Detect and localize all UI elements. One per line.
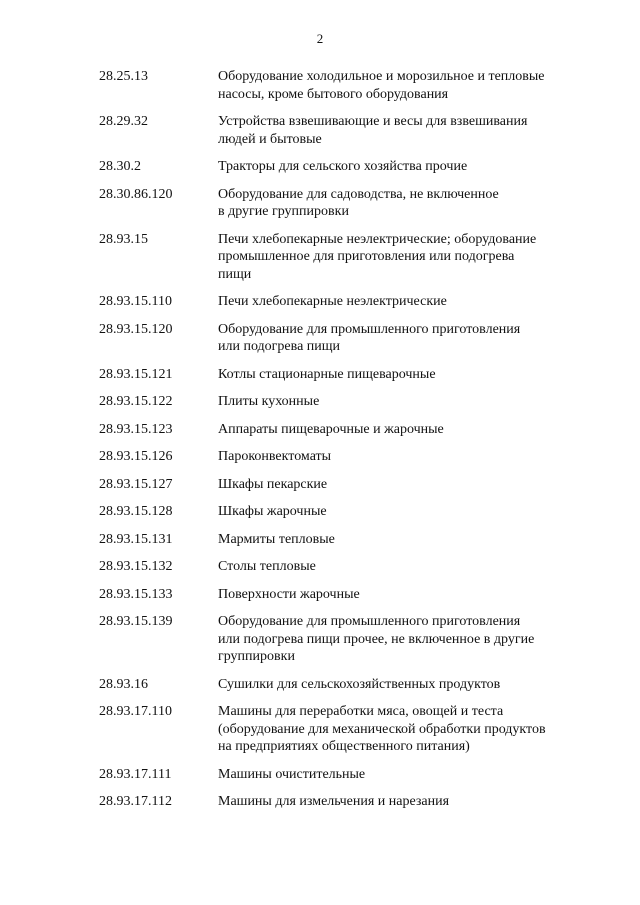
- list-item: [0, 613, 640, 666]
- list-item: [0, 231, 640, 284]
- item-description: [218, 531, 608, 549]
- list-item: [0, 68, 640, 103]
- okpd-code: 28.29.32: [99, 114, 148, 129]
- okpd-code: 28.25.13: [99, 69, 148, 84]
- list-item: [0, 586, 640, 604]
- item-description: [218, 448, 608, 466]
- description-line: Машины очистительные: [218, 766, 366, 782]
- okpd-code: 28.93.15.139: [99, 614, 173, 629]
- description-line: Оборудование для промышленного приготовления: [218, 614, 521, 629]
- list-item: [0, 503, 640, 521]
- description-line: Оборудование для садоводства, не включенное: [218, 186, 499, 202]
- list-item: [0, 321, 640, 356]
- list-item: [0, 531, 640, 549]
- item-description: [218, 293, 608, 311]
- item-description: [218, 503, 608, 521]
- description-line: или подогрева пищи прочее, не включенное в другие: [218, 631, 535, 647]
- list-item: [0, 366, 640, 384]
- item-description: [218, 186, 608, 221]
- description-line: Шкафы пекарские: [218, 476, 328, 492]
- list-item: [0, 476, 640, 494]
- list-item: [0, 158, 640, 176]
- item-description: [218, 68, 608, 103]
- list-item: [0, 421, 640, 439]
- description-line: Мармиты тепловые: [218, 531, 335, 547]
- okpd-code: 28.93.15.121: [99, 366, 173, 382]
- okpd-code: 28.93.17.110: [99, 704, 172, 719]
- item-description: [218, 676, 608, 694]
- list-item: [0, 676, 640, 694]
- list-item: [0, 703, 640, 756]
- description-line: Плиты кухонные: [218, 394, 320, 409]
- description-line: (оборудование для механической обработки продуктов: [218, 721, 546, 737]
- item-description: [218, 321, 608, 356]
- okpd-code: 28.93.15.127: [99, 476, 173, 492]
- page-number: 2: [316, 31, 324, 46]
- description-line: Машины для переработки мяса, овощей и теста: [218, 704, 504, 719]
- description-line: людей и бытовые: [218, 131, 322, 147]
- description-line: в другие группировки: [218, 204, 349, 219]
- description-line: Печи хлебопекарные неэлектрические; оборудование: [218, 231, 537, 247]
- list-item: [0, 393, 640, 411]
- description-line: Сушилки для сельскохозяйственных продуктов: [218, 676, 501, 692]
- okpd-code: 28.93.15.132: [99, 559, 173, 574]
- item-description: [218, 793, 608, 811]
- okpd-code: 28.30.86.120: [99, 186, 173, 202]
- list-item: [0, 766, 640, 784]
- description-line: Котлы стационарные пищеварочные: [218, 366, 436, 382]
- list-item: [0, 293, 640, 311]
- item-description: [218, 393, 608, 411]
- description-line: насосы, кроме бытового оборудования: [218, 86, 449, 102]
- okpd-code: 28.93.15.110: [99, 294, 172, 309]
- description-line: Печи хлебопекарные неэлектрические: [218, 294, 447, 309]
- description-line: Оборудование холодильное и морозильное и тепловые: [218, 69, 545, 84]
- description-line: пищи: [218, 266, 252, 282]
- description-line: группировки: [218, 649, 295, 664]
- okpd-code: 28.93.15.122: [99, 394, 173, 409]
- list-item: [0, 448, 640, 466]
- okpd-code: 28.30.2: [99, 159, 141, 174]
- description-line: Столы тепловые: [218, 559, 316, 574]
- description-line: Аппараты пищеварочные и жарочные: [218, 421, 444, 437]
- list-item: [0, 793, 640, 811]
- okpd-code: 28.93.15.120: [99, 321, 173, 337]
- okpd-code: 28.93.15.131: [99, 531, 173, 547]
- item-description: [218, 703, 608, 756]
- item-description: [218, 158, 608, 176]
- description-line: Машины для измельчения и нарезания: [218, 794, 450, 809]
- item-description: [218, 476, 608, 494]
- item-description: [218, 613, 608, 666]
- item-description: [218, 421, 608, 439]
- description-line: Поверхности жарочные: [218, 586, 360, 602]
- okpd-code: 28.93.15.126: [99, 449, 173, 464]
- list-item: [0, 186, 640, 221]
- description-line: Устройства взвешивающие и весы для взвешивания: [218, 114, 528, 129]
- okpd-code: 28.93.15.128: [99, 504, 173, 519]
- item-description: [218, 766, 608, 784]
- okpd-code: 28.93.15: [99, 231, 148, 247]
- item-description: [218, 231, 608, 284]
- item-description: [218, 586, 608, 604]
- okpd-code: 28.93.16: [99, 676, 148, 692]
- item-description: [218, 366, 608, 384]
- list-item: [0, 113, 640, 148]
- description-line: промышленное для приготовления или подогрева: [218, 249, 515, 264]
- classification-list: [0, 68, 640, 811]
- description-line: Пароконвектоматы: [218, 449, 332, 464]
- okpd-code: 28.93.17.111: [99, 766, 172, 782]
- okpd-code: 28.93.15.133: [99, 586, 173, 602]
- item-description: [218, 113, 608, 148]
- description-line: Шкафы жарочные: [218, 504, 327, 519]
- description-line: Тракторы для сельского хозяйства прочие: [218, 159, 468, 174]
- okpd-code: 28.93.17.112: [99, 794, 172, 809]
- description-line: Оборудование для промышленного приготовления: [218, 321, 521, 337]
- item-description: [218, 558, 608, 576]
- okpd-code: 28.93.15.123: [99, 421, 173, 437]
- list-item: [0, 558, 640, 576]
- description-line: на предприятиях общественного питания): [218, 739, 470, 754]
- description-line: или подогрева пищи: [218, 339, 341, 354]
